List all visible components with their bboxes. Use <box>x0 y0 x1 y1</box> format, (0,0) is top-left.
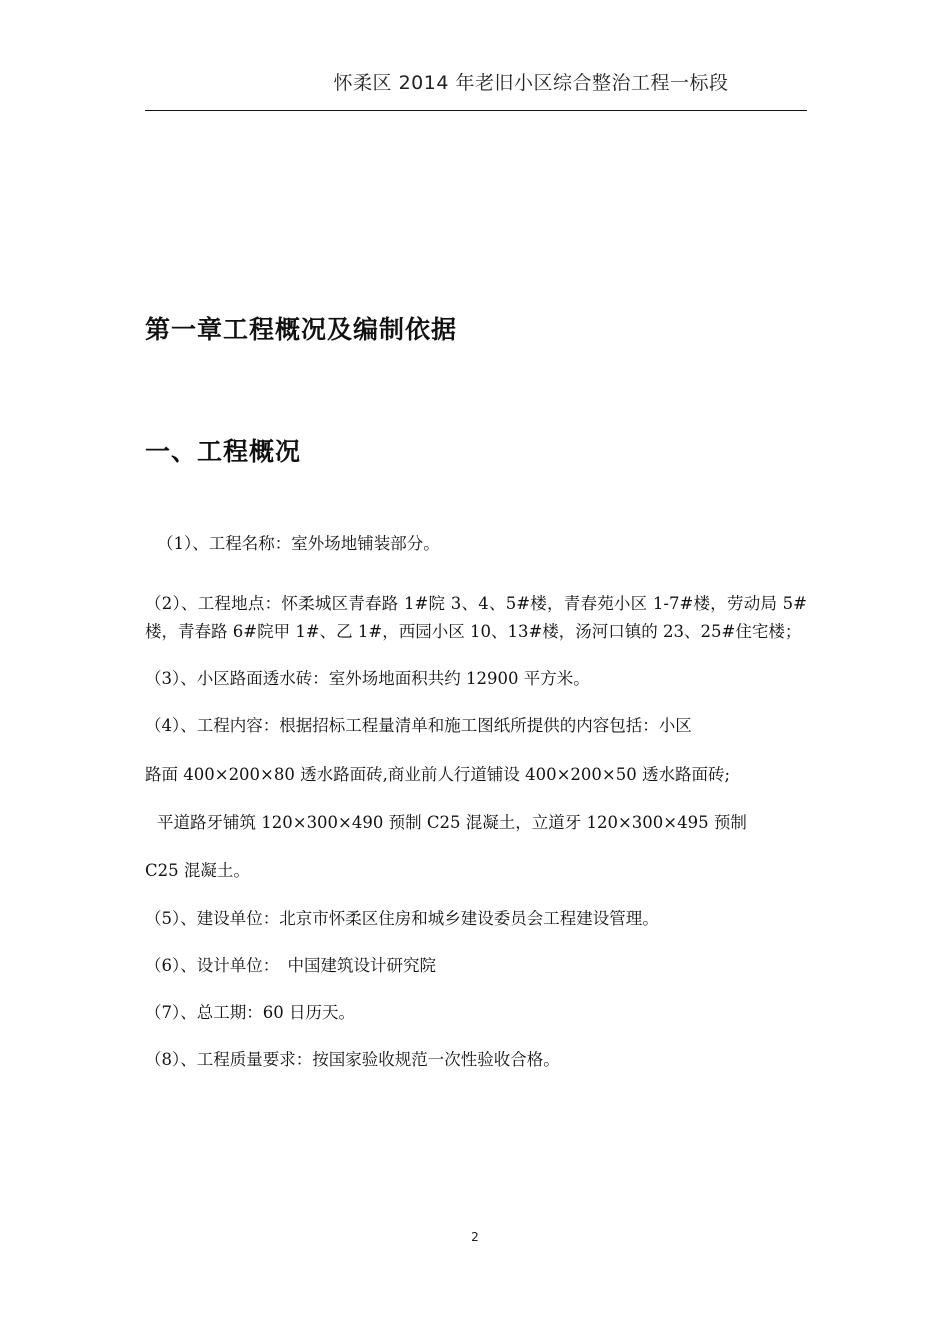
item-project-location: （2）、工程地点：怀柔城区青春路 1#院 3、4、5#楼，青春苑小区 1-7#楼，劳动局 5#楼，青春路 6#院甲 1#、乙 1#，西园小区 10、13#楼，汤河口镇的 23、25#住宅楼； <box>145 594 807 641</box>
item-design-unit: （6）、设计单位： 中国建筑设计研究院 <box>145 956 436 975</box>
item-content-line-3: 平道路牙铺筑 120×300×490 预制 C25 混凝土，立道牙 120×300×495 预制 <box>157 813 747 832</box>
item-content-line-1: （4）、工程内容：根据招标工程量清单和施工图纸所提供的内容包括：小区 <box>145 716 692 735</box>
page-number: 2 <box>471 1230 479 1244</box>
item-content-line-4: C25 混凝土。 <box>145 861 250 880</box>
item-construction-unit: （5）、建设单位：北京市怀柔区住房和城乡建设委员会工程建设管理。 <box>145 909 659 928</box>
item-permeable-brick: （3）、小区路面透水砖：室外场地面积共约 12900 平方米。 <box>145 669 590 688</box>
item-quality: （8）、工程质量要求：按国家验收规范一次性验收合格。 <box>145 1050 560 1069</box>
page-header-title: 怀柔区 2014 年老旧小区综合整治工程一标段 <box>333 72 729 94</box>
item-content-line-2: 路面 400×200×80 透水路面砖,商业前人行道铺设 400×200×50 透水路面砖; <box>145 765 731 784</box>
item-duration: （7）、总工期：60 日历天。 <box>145 1003 355 1022</box>
chapter-title: 第一章工程概况及编制依据 <box>145 315 458 344</box>
header-divider <box>145 110 807 111</box>
section-title: 一、工程概况 <box>145 437 302 466</box>
item-project-name: （1）、工程名称：室外场地铺装部分。 <box>157 534 440 553</box>
